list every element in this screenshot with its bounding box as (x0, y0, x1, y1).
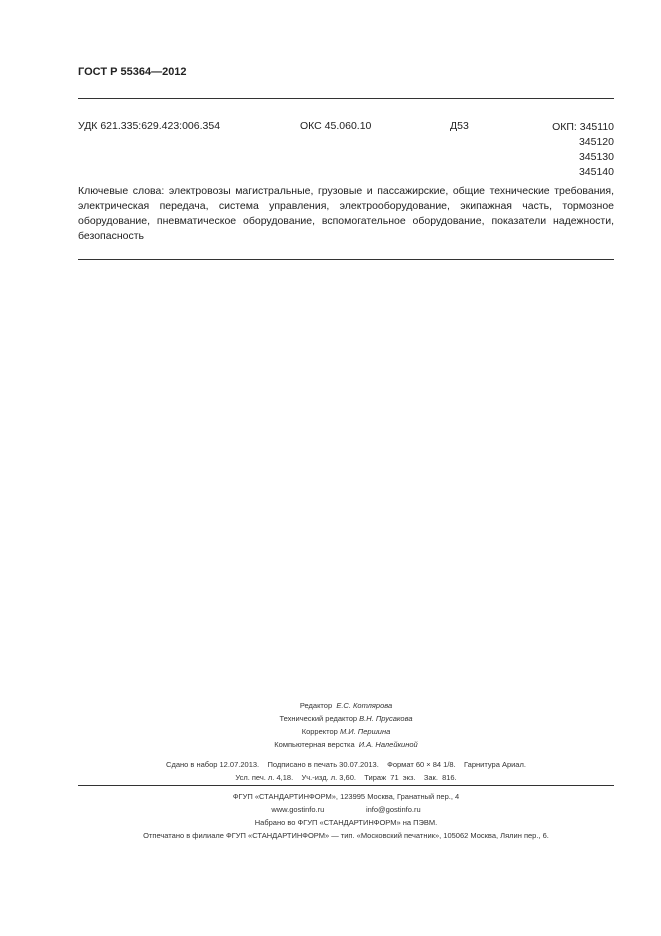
website: www.gostinfo.ru (271, 805, 325, 814)
editors-block (78, 699, 614, 751)
oks-code: ОКС 45.060.10 (300, 120, 372, 132)
print-line: Усл. печ. л. 4,18. Уч.-изд. л. 3,60. Тираж 71 экз. Зак. 816. (235, 773, 457, 782)
editor-line: Редактор Е.С. Котлярова (299, 701, 393, 710)
publisher-address: ФГУП «СТАНДАРТИНФОРМ», 123995 Москва, Гранатный пер., 4 (232, 792, 460, 801)
okp-code: 345120 (578, 136, 614, 148)
editor-line: Компьютерная верстка И.А. Налейкиной (274, 740, 418, 749)
email: info@gostinfo.ru (365, 805, 421, 814)
divider (78, 259, 614, 260)
printed-note: Отпечатано в филиале ФГУП «СТАНДАРТИНФОРМ» — тип. «Московский печатник», 105062 Москва, Лялин пер., 6. (143, 831, 549, 840)
divider (78, 785, 614, 786)
publisher-block (78, 790, 614, 842)
divider (78, 98, 614, 99)
d-code: Д53 (450, 120, 469, 132)
editor-line: Технический редактор В.Н. Прусакова (279, 714, 413, 723)
udk-code: УДК 621.335:629.423:006.354 (78, 120, 221, 132)
typeset-note: Набрано во ФГУП «СТАНДАРТИНФОРМ» на ПЭВМ. (254, 818, 438, 827)
keywords: Ключевые слова: электровозы магистральные, грузовые и пассажирские, общие технические требования, электрическая передача, система управления, электрооборудование, экипажная часть, тормозное оборудование, пневматическое оборудование, вспомогательное оборудование, показатели надежности, безопасность (78, 185, 614, 242)
document-header: ГОСТ Р 55364—2012 (78, 66, 187, 78)
contacts (78, 803, 614, 816)
okp-codes (552, 120, 614, 180)
okp-code: 345140 (578, 166, 614, 178)
editor-line: Корректор М.И. Першина (301, 727, 391, 736)
okp-code: 345110 (579, 121, 614, 133)
print-details (78, 758, 614, 784)
okp-code: 345130 (578, 151, 614, 163)
print-line: Сдано в набор 12.07.2013. Подписано в печать 30.07.2013. Формат 60 × 84 1/8. Гарнитура Ариал. (166, 760, 526, 769)
okp-label: ОКП: (552, 121, 577, 133)
